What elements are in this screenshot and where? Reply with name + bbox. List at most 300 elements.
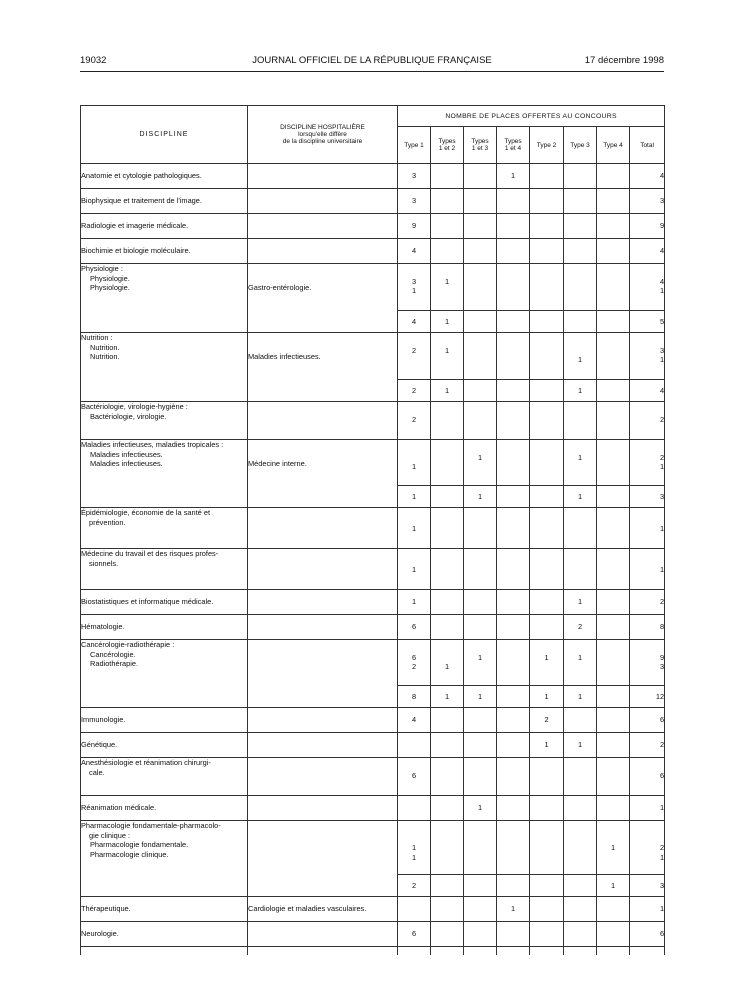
cell-line: 1: [659, 286, 665, 295]
col-discipline-hospitaliere: [248, 106, 398, 164]
cell-line: 1: [659, 852, 665, 862]
table-cell: 1: [564, 486, 597, 508]
cell-line: [530, 643, 563, 653]
table-cell: [431, 708, 464, 733]
cell-line: [630, 824, 664, 834]
table-cell: [248, 239, 398, 264]
table-cell: [464, 922, 497, 947]
table-cell: 1: [431, 686, 464, 708]
table-cell: [564, 821, 597, 875]
table-cell: [530, 402, 564, 440]
table-cell: [81, 947, 248, 955]
journal-title: JOURNAL OFFICIEL DE LA RÉPUBLIQUE FRANÇAISE: [252, 55, 492, 66]
cell-line: Épidémiologie, économie de la santé et: [81, 508, 211, 517]
table-cell: [248, 615, 398, 640]
table-cell: [630, 821, 665, 875]
cell-line: [398, 643, 430, 653]
cell-line: [248, 333, 397, 343]
table-cell: 6: [630, 708, 665, 733]
table-cell: [248, 189, 398, 214]
table-cell: [597, 733, 630, 758]
table-cell: [398, 947, 431, 955]
table-cell: [248, 922, 398, 947]
table-cell: Immunologie.: [81, 708, 248, 733]
table-cell: [597, 947, 630, 955]
table-cell: 6: [398, 615, 431, 640]
table-cell: [464, 947, 497, 955]
cell-line: cale.: [89, 767, 105, 777]
table-cell: [597, 486, 630, 508]
cell-line: [431, 267, 463, 277]
col-types12: [431, 127, 464, 164]
cell-line: Gastro-entérologie.: [248, 283, 312, 292]
table-cell: [564, 796, 597, 821]
table-row: [81, 615, 665, 640]
cell-line: 9: [659, 652, 665, 662]
table-cell: [431, 486, 464, 508]
table-cell: [431, 264, 464, 311]
table-cell: [431, 440, 464, 486]
cell-line: 1 et 2: [438, 145, 456, 152]
table-cell: [497, 708, 530, 733]
cell-line: Types: [504, 138, 522, 145]
col-discipline: DISCIPLINE: [81, 106, 248, 164]
table-cell: [464, 189, 497, 214]
table-cell: [597, 311, 630, 333]
table-cell: [530, 264, 564, 311]
cell-line: [630, 267, 664, 277]
table-cell: [530, 947, 564, 955]
table-cell: [431, 897, 464, 922]
cell-line: [248, 274, 397, 284]
table-cell: [530, 640, 564, 686]
table-cell: [597, 402, 630, 440]
cell-line: Physiologie.: [90, 273, 130, 283]
table-cell: [564, 440, 597, 486]
cell-line: 1: [411, 852, 417, 862]
table-cell: [530, 897, 564, 922]
table-cell: Biophysique et traitement de l'image.: [81, 189, 248, 214]
cell-line: [398, 453, 430, 463]
table-row: [81, 821, 665, 875]
table-cell: [597, 214, 630, 239]
cell-line: Pharmacologie clinique.: [90, 849, 169, 859]
table-cell: [597, 508, 630, 549]
cell-line: 1: [411, 843, 417, 852]
table-cell: [630, 264, 665, 311]
table-cell: [81, 758, 248, 796]
table-cell: 2: [530, 708, 564, 733]
table-cell: [431, 214, 464, 239]
table-cell: [431, 758, 464, 796]
cell-line: 2: [659, 452, 665, 462]
table-cell: [248, 708, 398, 733]
table-cell: [497, 758, 530, 796]
table-cell: [464, 239, 497, 264]
table-cell: 1: [464, 486, 497, 508]
table-cell: [530, 590, 564, 615]
table-cell: [497, 311, 530, 333]
cell-line: Médecine du travail et des risques profes-: [81, 549, 219, 558]
cell-line: 1: [659, 462, 665, 471]
table-cell: Biostatistiques et informatique médicale.: [81, 590, 248, 615]
table-cell: [530, 549, 564, 590]
table-cell: [464, 708, 497, 733]
cell-line: 1: [477, 452, 483, 462]
table-cell: Thérapeutique.: [81, 897, 248, 922]
table-cell: [464, 590, 497, 615]
table-cell: [630, 333, 665, 380]
table-cell: 1: [530, 733, 564, 758]
col-type1: Type 1: [398, 127, 431, 164]
table-cell: [81, 640, 248, 708]
cell-line: [398, 834, 430, 844]
cell-line: Maladies infectieuses, maladies tropicales :: [81, 440, 224, 449]
table-cell: [81, 440, 248, 508]
cell-line: [431, 336, 463, 346]
cell-line: 1: [659, 355, 665, 364]
table-cell: 4: [398, 311, 431, 333]
table-cell: [248, 264, 398, 333]
cell-line: 1: [544, 652, 549, 662]
table-cell: [564, 640, 597, 686]
table-cell: [248, 164, 398, 189]
cell-line: 1 et 4: [504, 145, 522, 152]
table-cell: [630, 440, 665, 486]
cell-line: [398, 267, 430, 277]
cell-line: [464, 443, 496, 453]
cell-line: 1 et 3: [471, 145, 489, 152]
cell-line: Médecine interne.: [248, 459, 307, 468]
cell-line: sionnels.: [89, 558, 119, 568]
table-cell: 3: [398, 164, 431, 189]
cell-line: [431, 643, 463, 653]
col-types14: [497, 127, 530, 164]
cell-line: [630, 643, 664, 653]
table-cell: 1: [431, 311, 464, 333]
table-cell: [597, 758, 630, 796]
table-cell: [597, 897, 630, 922]
table-cell: Anatomie et cytologie pathologiques.: [81, 164, 248, 189]
col-type4: Type 4: [597, 127, 630, 164]
table-cell: [564, 189, 597, 214]
table-cell: 6: [398, 922, 431, 947]
table-cell: [497, 615, 530, 640]
table-cell: 4: [398, 708, 431, 733]
table-cell: [464, 311, 497, 333]
cell-line: DISCIPLINE HOSPITALIÈRE: [280, 124, 365, 131]
table-cell: 1: [630, 796, 665, 821]
table-cell: Génétique.: [81, 733, 248, 758]
cell-line: [248, 264, 397, 274]
table-cell: [564, 164, 597, 189]
table-cell: [530, 796, 564, 821]
table-cell: [431, 922, 464, 947]
table-cell: [464, 821, 497, 875]
table-cell: 4: [630, 164, 665, 189]
col-total: Total: [630, 127, 665, 164]
table-cell: [530, 333, 564, 380]
table-row: [81, 796, 665, 821]
table-cell: [398, 264, 431, 311]
cell-line: 1: [577, 452, 583, 462]
places-table: [80, 105, 665, 955]
table-cell: [248, 549, 398, 590]
table-cell: Neurologie.: [81, 922, 248, 947]
table-cell: [597, 686, 630, 708]
table-cell: 12: [630, 686, 665, 708]
table-cell: [81, 821, 248, 897]
table-cell: [497, 214, 530, 239]
table-row: [81, 922, 665, 947]
table-cell: [398, 640, 431, 686]
table-cell: [597, 590, 630, 615]
table-cell: [464, 640, 497, 686]
table-cell: [431, 733, 464, 758]
cell-line: [248, 440, 397, 450]
cell-line: 1: [610, 843, 616, 852]
table-cell: [248, 758, 398, 796]
table-cell: [431, 239, 464, 264]
table-cell: [248, 733, 398, 758]
cell-line: [564, 643, 596, 653]
table-cell: [464, 733, 497, 758]
table-cell: 1: [564, 686, 597, 708]
cell-line: Pharmacologie fondamentale.: [90, 840, 189, 849]
table-cell: [564, 333, 597, 380]
table-cell: [431, 947, 464, 955]
table-row: [81, 549, 665, 590]
cell-line: [630, 834, 664, 844]
table-cell: [497, 549, 530, 590]
cell-line: Maladies infectieuses.: [248, 352, 321, 361]
cell-line: Nutrition :: [81, 333, 113, 342]
table-cell: 2: [398, 402, 431, 440]
table-cell: 1: [530, 686, 564, 708]
table-row: [81, 333, 665, 380]
cell-line: Types: [438, 138, 456, 145]
cell-line: [564, 443, 596, 453]
table-cell: [497, 590, 530, 615]
cell-line: 3: [659, 345, 665, 355]
table-cell: [597, 615, 630, 640]
table-cell: [597, 164, 630, 189]
cell-line: 2: [659, 843, 665, 852]
table-cell: Biochimie et biologie moléculaire.: [81, 239, 248, 264]
table-cell: [564, 875, 597, 897]
cell-line: 1: [577, 652, 583, 662]
table-cell: 1: [431, 380, 464, 402]
table-cell: [530, 239, 564, 264]
cell-line: prévention.: [89, 517, 126, 527]
table-cell: 8: [630, 615, 665, 640]
cell-line: Types: [471, 138, 489, 145]
table-cell: [564, 549, 597, 590]
table-cell: [530, 164, 564, 189]
table-cell: [81, 402, 248, 440]
table-cell: 4: [398, 239, 431, 264]
table-cell: [630, 640, 665, 686]
cell-line: [398, 824, 430, 834]
cell-line: [564, 346, 596, 356]
table-cell: 1: [464, 796, 497, 821]
table-cell: 6: [630, 922, 665, 947]
table-cell: 1: [630, 508, 665, 549]
table-cell: [81, 549, 248, 590]
table-cell: [497, 380, 530, 402]
cell-line: Bactériologie, virologie.: [90, 411, 167, 421]
table-cell: [597, 380, 630, 402]
table-cell: [248, 508, 398, 549]
table-row: [81, 239, 665, 264]
table-cell: 1: [398, 549, 431, 590]
table-cell: [530, 922, 564, 947]
table-cell: [597, 821, 630, 875]
table-cell: [497, 686, 530, 708]
table-cell: [431, 402, 464, 440]
table-cell: [530, 821, 564, 875]
cell-line: [248, 450, 397, 460]
table-cell: [564, 922, 597, 947]
table-cell: [497, 486, 530, 508]
cell-line: [630, 336, 664, 346]
table-cell: 3: [398, 189, 431, 214]
table-cell: [597, 796, 630, 821]
cell-line: 1: [477, 652, 483, 662]
table-cell: 2: [630, 733, 665, 758]
table-cell: [497, 189, 530, 214]
table-cell: [530, 758, 564, 796]
table-cell: [564, 758, 597, 796]
table-cell: [497, 947, 530, 955]
cell-line: 1: [444, 276, 450, 286]
table-cell: 1: [597, 875, 630, 897]
table-cell: [464, 164, 497, 189]
table-cell: 8: [398, 686, 431, 708]
cell-line: Radiothérapie.: [90, 659, 139, 668]
table-cell: [597, 708, 630, 733]
table-cell: [248, 796, 398, 821]
cell-line: 4: [659, 276, 665, 286]
table-cell: [248, 333, 398, 402]
table-cell: [248, 440, 398, 508]
table-cell: [597, 440, 630, 486]
cell-line: 3: [659, 662, 665, 671]
table-cell: [497, 440, 530, 486]
table-cell: [530, 380, 564, 402]
cell-line: Maladies infectieuses.: [90, 449, 163, 459]
table-cell: Hématologie.: [81, 615, 248, 640]
table-cell: [564, 708, 597, 733]
table-cell: [530, 508, 564, 549]
table-cell: [597, 239, 630, 264]
cell-line: 1: [411, 462, 417, 471]
table-cell: 1: [630, 897, 665, 922]
cell-line: [597, 824, 629, 834]
cell-line: [630, 443, 664, 453]
table-cell: [431, 549, 464, 590]
table-cell: [564, 239, 597, 264]
table-cell: 9: [630, 214, 665, 239]
table-cell: [597, 189, 630, 214]
table-cell: 4: [630, 380, 665, 402]
table-cell: [431, 164, 464, 189]
table-cell: [431, 640, 464, 686]
table-cell: 1: [497, 897, 530, 922]
table-cell: [81, 333, 248, 402]
table-cell: 3: [630, 875, 665, 897]
publication-date: 17 décembre 1998: [584, 55, 664, 66]
table-cell: [530, 486, 564, 508]
cell-line: Maladies infectieuses.: [90, 459, 163, 468]
table-cell: [398, 821, 431, 875]
table-cell: [398, 440, 431, 486]
table-cell: [431, 615, 464, 640]
table-cell: [564, 508, 597, 549]
cell-line: 1: [411, 286, 417, 295]
table-cell: [497, 640, 530, 686]
table-cell: 3: [630, 189, 665, 214]
table-cell: [497, 264, 530, 311]
table-cell: [497, 875, 530, 897]
table-cell: Radiologie et imagerie médicale.: [81, 214, 248, 239]
cell-line: Pharmacologie fondamentale-pharmacolo-: [81, 821, 221, 830]
cell-line: 2: [411, 345, 417, 355]
table-cell: [464, 615, 497, 640]
table-cell: [497, 508, 530, 549]
table-cell: [530, 615, 564, 640]
table-cell: [564, 264, 597, 311]
cell-line: Nutrition.: [90, 352, 120, 361]
table-cell: [431, 189, 464, 214]
table-cell: [398, 897, 431, 922]
cell-line: [398, 336, 430, 346]
table-cell: 6: [630, 758, 665, 796]
table-row: [81, 758, 665, 796]
cell-line: 1: [577, 355, 583, 364]
table-cell: [464, 333, 497, 380]
table-cell: [497, 922, 530, 947]
table-cell: [530, 311, 564, 333]
table-row: [81, 947, 665, 955]
table-cell: [464, 875, 497, 897]
page-number: 19032: [80, 55, 107, 66]
table-cell: [248, 947, 398, 955]
table-cell: 9: [398, 214, 431, 239]
cell-line: [431, 653, 463, 663]
cell-line: 1: [444, 662, 450, 671]
table-cell: 1: [630, 549, 665, 590]
table-cell: [497, 333, 530, 380]
cell-line: Physiologie :: [81, 264, 123, 273]
table-cell: [431, 796, 464, 821]
table-row: [81, 733, 665, 758]
table-cell: [564, 214, 597, 239]
table-cell: 1: [398, 508, 431, 549]
table-cell: 3: [630, 486, 665, 508]
table-cell: [81, 264, 248, 333]
table-row: [81, 440, 665, 486]
table-row: [81, 590, 665, 615]
table-cell: [464, 402, 497, 440]
cell-line: 2: [411, 662, 417, 671]
cell-line: [564, 336, 596, 346]
table-cell: 5: [630, 311, 665, 333]
table-cell: [530, 440, 564, 486]
table-cell: [597, 922, 630, 947]
table-cell: 2: [398, 875, 431, 897]
table-cell: [398, 733, 431, 758]
